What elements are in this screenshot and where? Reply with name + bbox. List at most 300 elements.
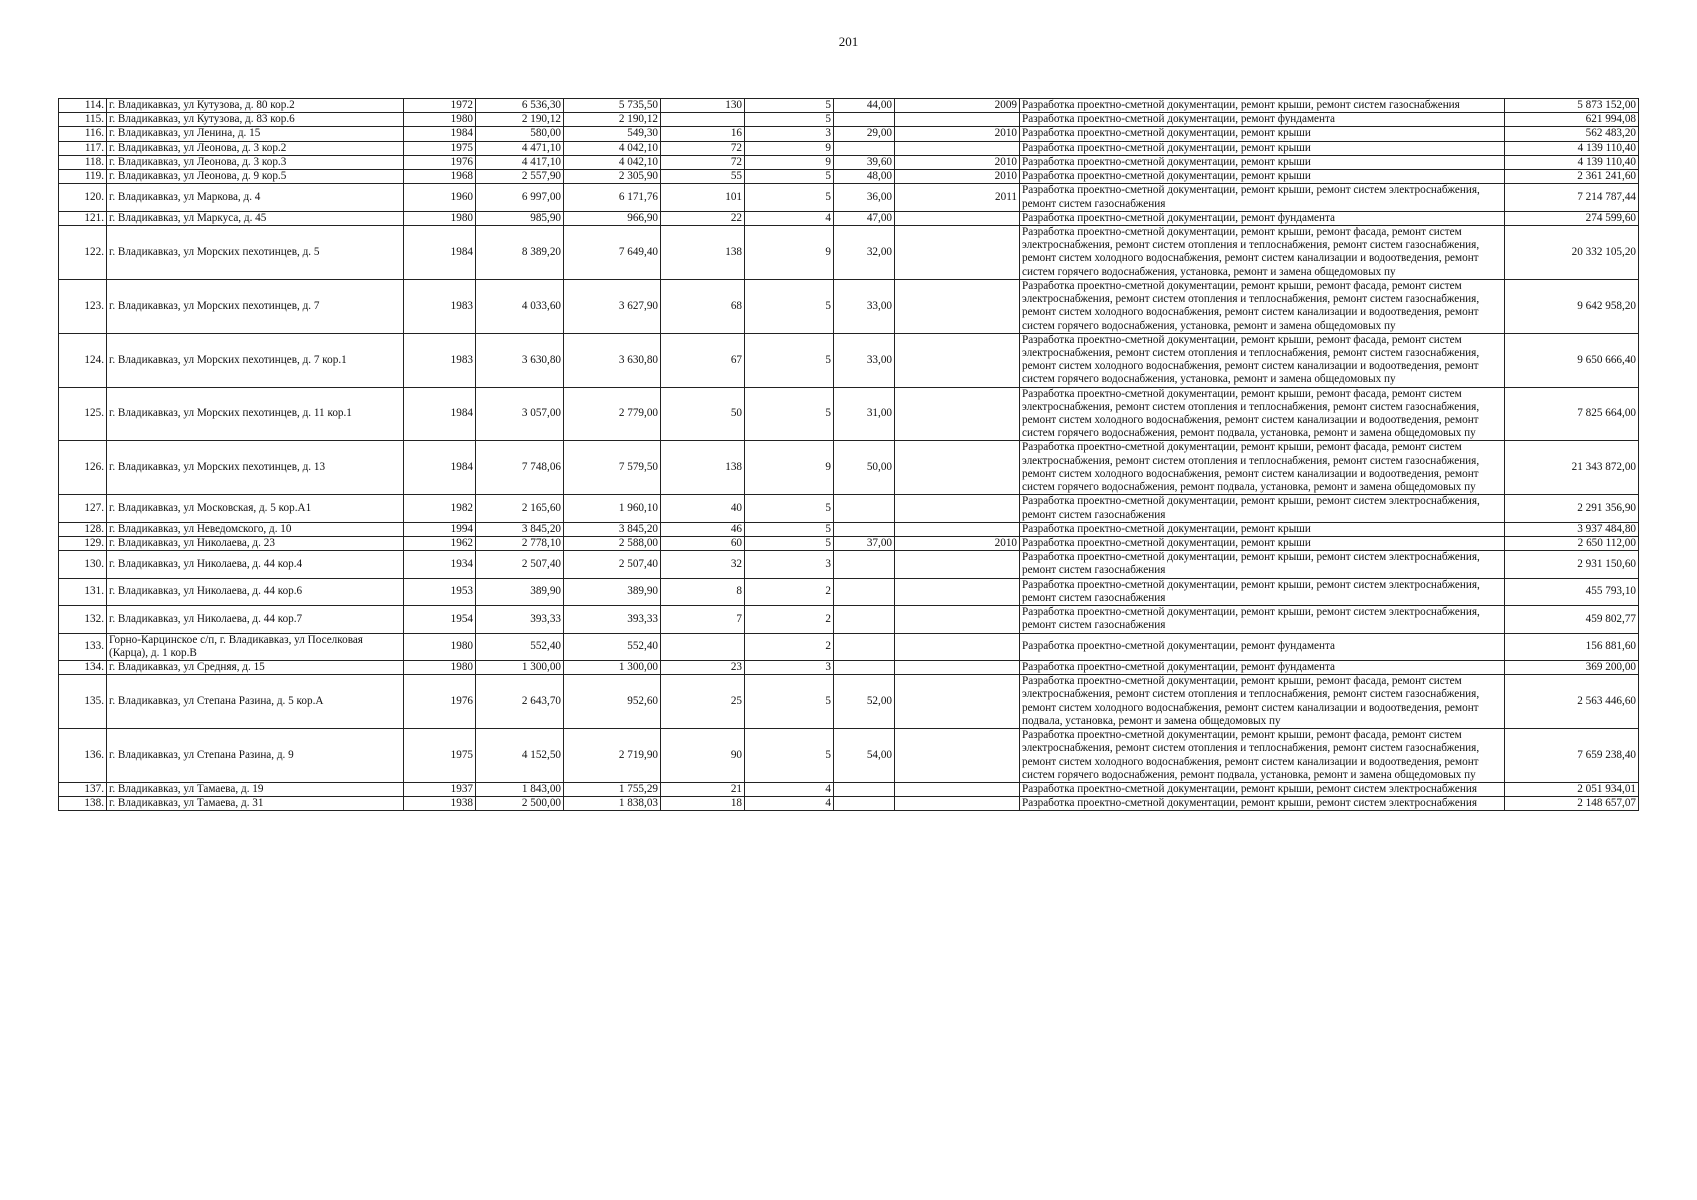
floors-cell: 4 (745, 211, 834, 225)
year-cell: 1976 (404, 155, 476, 169)
cost-cell: 562 483,20 (1505, 127, 1639, 141)
address-cell: г. Владикавказ, ул Николаева, д. 44 кор.4 (107, 551, 404, 578)
works-description-cell: Разработка проектно-сметной документации, ремонт крыши (1020, 141, 1505, 155)
year-cell: 1937 (404, 782, 476, 796)
total-area-cell: 2 778,10 (476, 537, 564, 551)
address-cell: г. Владикавказ, ул Леонова, д. 3 кор.3 (107, 155, 404, 169)
address-cell: г. Владикавказ, ул Неведомского, д. 10 (107, 522, 404, 536)
living-area-cell: 3 627,90 (564, 279, 661, 333)
floors-cell: 5 (745, 495, 834, 522)
living-area-cell: 5 735,50 (564, 99, 661, 113)
floors-cell: 5 (745, 387, 834, 441)
wear-percent-cell: 54,00 (834, 729, 895, 783)
address-cell: г. Владикавказ, ул Маркуса, д. 45 (107, 211, 404, 225)
last-repair-year-cell (895, 578, 1020, 605)
total-area-cell: 2 643,70 (476, 675, 564, 729)
row-number: 122. (59, 225, 107, 279)
floors-cell: 3 (745, 551, 834, 578)
last-repair-year-cell (895, 729, 1020, 783)
cost-cell: 621 994,08 (1505, 113, 1639, 127)
row-number: 126. (59, 441, 107, 495)
table-row (59, 127, 1639, 141)
floors-cell: 2 (745, 578, 834, 605)
table-row (59, 170, 1639, 184)
year-cell: 1980 (404, 660, 476, 674)
last-repair-year-cell: 2010 (895, 170, 1020, 184)
year-cell: 1934 (404, 551, 476, 578)
last-repair-year-cell (895, 633, 1020, 660)
address-cell: г. Владикавказ, ул Тамаева, д. 19 (107, 782, 404, 796)
cost-cell: 5 873 152,00 (1505, 99, 1639, 113)
living-area-cell: 3 630,80 (564, 333, 661, 387)
living-area-cell: 2 190,12 (564, 113, 661, 127)
works-description-cell: Разработка проектно-сметной документации, ремонт крыши (1020, 170, 1505, 184)
works-description-cell: Разработка проектно-сметной документации, ремонт фундамента (1020, 211, 1505, 225)
residents-cell: 67 (661, 333, 745, 387)
floors-cell: 4 (745, 797, 834, 811)
living-area-cell: 2 779,00 (564, 387, 661, 441)
last-repair-year-cell (895, 522, 1020, 536)
address-cell: г. Владикавказ, ул Николаева, д. 44 кор.6 (107, 578, 404, 605)
table-row (59, 729, 1639, 783)
row-number: 115. (59, 113, 107, 127)
registry-body (59, 99, 1639, 811)
floors-cell: 5 (745, 99, 834, 113)
living-area-cell: 389,90 (564, 578, 661, 605)
works-description-cell: Разработка проектно-сметной документации, ремонт крыши, ремонт фасада, ремонт систем электроснабжения, ремонт систем отопления и теплоснабжения, ремонт систем газоснабжения, ремонт систем холодного водоснабжения, ремонт систем канализации и водоотведения, ремонт подвала, установка, ремонт и замена общедомовых пу (1020, 675, 1505, 729)
works-description-cell: Разработка проектно-сметной документации, ремонт крыши, ремонт систем электроснабжения, ремонт систем газоснабжения (1020, 606, 1505, 633)
total-area-cell: 580,00 (476, 127, 564, 141)
total-area-cell: 6 997,00 (476, 184, 564, 211)
residents-cell: 46 (661, 522, 745, 536)
cost-cell: 7 659 238,40 (1505, 729, 1639, 783)
residents-cell: 55 (661, 170, 745, 184)
last-repair-year-cell (895, 279, 1020, 333)
works-description-cell: Разработка проектно-сметной документации, ремонт крыши, ремонт систем газоснабжения (1020, 99, 1505, 113)
total-area-cell: 2 500,00 (476, 797, 564, 811)
cost-cell: 455 793,10 (1505, 578, 1639, 605)
total-area-cell: 985,90 (476, 211, 564, 225)
last-repair-year-cell (895, 333, 1020, 387)
total-area-cell: 6 536,30 (476, 99, 564, 113)
residents-cell: 23 (661, 660, 745, 674)
last-repair-year-cell: 2010 (895, 127, 1020, 141)
year-cell: 1982 (404, 495, 476, 522)
year-cell: 1972 (404, 99, 476, 113)
last-repair-year-cell: 2011 (895, 184, 1020, 211)
table-row (59, 522, 1639, 536)
floors-cell: 5 (745, 333, 834, 387)
cost-cell: 2 051 934,01 (1505, 782, 1639, 796)
row-number: 129. (59, 537, 107, 551)
wear-percent-cell: 48,00 (834, 170, 895, 184)
works-description-cell: Разработка проектно-сметной документации, ремонт крыши, ремонт систем электроснабжения, ремонт систем газоснабжения (1020, 551, 1505, 578)
year-cell: 1980 (404, 113, 476, 127)
works-description-cell: Разработка проектно-сметной документации, ремонт крыши, ремонт фасада, ремонт систем электроснабжения, ремонт систем отопления и теплоснабжения, ремонт систем газоснабжения, ремонт систем холодного водоснабжения, ремонт систем канализации и водоотведения, ремонт систем горячего водоснабжения, ремонт подвала, установка, ремонт и замена общедомовых пу (1020, 441, 1505, 495)
cost-cell: 2 931 150,60 (1505, 551, 1639, 578)
last-repair-year-cell (895, 797, 1020, 811)
row-number: 128. (59, 522, 107, 536)
table-row (59, 782, 1639, 796)
wear-percent-cell (834, 660, 895, 674)
total-area-cell: 393,33 (476, 606, 564, 633)
living-area-cell: 393,33 (564, 606, 661, 633)
residents-cell: 16 (661, 127, 745, 141)
total-area-cell: 3 630,80 (476, 333, 564, 387)
cost-cell: 9 650 666,40 (1505, 333, 1639, 387)
floors-cell: 5 (745, 113, 834, 127)
works-description-cell: Разработка проектно-сметной документации, ремонт крыши, ремонт фасада, ремонт систем электроснабжения, ремонт систем отопления и теплоснабжения, ремонт систем газоснабжения, ремонт систем холодного водоснабжения, ремонт систем канализации и водоотведения, ремонт систем горячего водоснабжения, ремонт подвала, установка, ремонт и замена общедомовых пу (1020, 387, 1505, 441)
cost-cell: 20 332 105,20 (1505, 225, 1639, 279)
last-repair-year-cell: 2010 (895, 155, 1020, 169)
year-cell: 1984 (404, 441, 476, 495)
residents-cell: 18 (661, 797, 745, 811)
wear-percent-cell: 44,00 (834, 99, 895, 113)
address-cell: г. Владикавказ, ул Степана Разина, д. 5 кор.А (107, 675, 404, 729)
wear-percent-cell (834, 551, 895, 578)
year-cell: 1984 (404, 387, 476, 441)
last-repair-year-cell (895, 606, 1020, 633)
row-number: 123. (59, 279, 107, 333)
last-repair-year-cell (895, 441, 1020, 495)
floors-cell: 4 (745, 782, 834, 796)
residents-cell (661, 633, 745, 660)
residents-cell (661, 113, 745, 127)
total-area-cell: 389,90 (476, 578, 564, 605)
total-area-cell: 3 845,20 (476, 522, 564, 536)
year-cell: 1954 (404, 606, 476, 633)
residents-cell: 68 (661, 279, 745, 333)
works-description-cell: Разработка проектно-сметной документации, ремонт фундамента (1020, 113, 1505, 127)
living-area-cell: 4 042,10 (564, 141, 661, 155)
total-area-cell: 4 152,50 (476, 729, 564, 783)
wear-percent-cell: 33,00 (834, 279, 895, 333)
wear-percent-cell (834, 141, 895, 155)
address-cell: г. Владикавказ, ул Морских пехотинцев, д. 13 (107, 441, 404, 495)
row-number: 127. (59, 495, 107, 522)
works-description-cell: Разработка проектно-сметной документации, ремонт крыши, ремонт систем электроснабжения (1020, 797, 1505, 811)
row-number: 137. (59, 782, 107, 796)
row-number: 125. (59, 387, 107, 441)
living-area-cell: 1 960,10 (564, 495, 661, 522)
last-repair-year-cell: 2010 (895, 537, 1020, 551)
last-repair-year-cell (895, 660, 1020, 674)
row-number: 120. (59, 184, 107, 211)
floors-cell: 9 (745, 155, 834, 169)
wear-percent-cell (834, 606, 895, 633)
cost-cell: 2 361 241,60 (1505, 170, 1639, 184)
residents-cell: 138 (661, 225, 745, 279)
residents-cell: 60 (661, 537, 745, 551)
floors-cell: 5 (745, 522, 834, 536)
works-description-cell: Разработка проектно-сметной документации, ремонт крыши, ремонт систем электроснабжения, ремонт систем газоснабжения (1020, 184, 1505, 211)
last-repair-year-cell (895, 782, 1020, 796)
last-repair-year-cell (895, 495, 1020, 522)
floors-cell: 3 (745, 127, 834, 141)
works-description-cell: Разработка проектно-сметной документации, ремонт крыши, ремонт фасада, ремонт систем электроснабжения, ремонт систем отопления и теплоснабжения, ремонт систем газоснабжения, ремонт систем холодного водоснабжения, ремонт систем канализации и водоотведения, ремонт систем горячего водоснабжения, установка, ремонт и замена общедомовых пу (1020, 225, 1505, 279)
floors-cell: 5 (745, 279, 834, 333)
address-cell: г. Владикавказ, ул Степана Разина, д. 9 (107, 729, 404, 783)
address-cell: г. Владикавказ, ул Николаева, д. 23 (107, 537, 404, 551)
living-area-cell: 2 305,90 (564, 170, 661, 184)
residents-cell: 32 (661, 551, 745, 578)
living-area-cell: 552,40 (564, 633, 661, 660)
wear-percent-cell: 36,00 (834, 184, 895, 211)
table-row (59, 387, 1639, 441)
cost-cell: 2 563 446,60 (1505, 675, 1639, 729)
table-row (59, 211, 1639, 225)
wear-percent-cell: 47,00 (834, 211, 895, 225)
residents-cell: 90 (661, 729, 745, 783)
table-row (59, 141, 1639, 155)
table-row (59, 333, 1639, 387)
cost-cell: 9 642 958,20 (1505, 279, 1639, 333)
residents-cell: 130 (661, 99, 745, 113)
works-description-cell: Разработка проектно-сметной документации, ремонт крыши, ремонт фасада, ремонт систем электроснабжения, ремонт систем отопления и теплоснабжения, ремонт систем газоснабжения, ремонт систем холодного водоснабжения, ремонт систем канализации и водоотведения, ремонт систем горячего водоснабжения, установка, ремонт и замена общедомовых пу (1020, 333, 1505, 387)
table-row (59, 606, 1639, 633)
total-area-cell: 8 389,20 (476, 225, 564, 279)
registry-table (58, 98, 1639, 811)
residents-cell: 40 (661, 495, 745, 522)
floors-cell: 9 (745, 225, 834, 279)
cost-cell: 7 214 787,44 (1505, 184, 1639, 211)
wear-percent-cell (834, 578, 895, 605)
floors-cell: 5 (745, 537, 834, 551)
residents-cell: 101 (661, 184, 745, 211)
address-cell: г. Владикавказ, ул Маркова, д. 4 (107, 184, 404, 211)
address-cell: г. Владикавказ, ул Морских пехотинцев, д. 5 (107, 225, 404, 279)
row-number: 138. (59, 797, 107, 811)
last-repair-year-cell (895, 551, 1020, 578)
residents-cell: 8 (661, 578, 745, 605)
wear-percent-cell: 31,00 (834, 387, 895, 441)
address-cell: г. Владикавказ, ул Московская, д. 5 кор.А1 (107, 495, 404, 522)
living-area-cell: 2 588,00 (564, 537, 661, 551)
address-cell: г. Владикавказ, ул Ленина, д. 15 (107, 127, 404, 141)
living-area-cell: 1 755,29 (564, 782, 661, 796)
row-number: 136. (59, 729, 107, 783)
living-area-cell: 2 719,90 (564, 729, 661, 783)
living-area-cell: 966,90 (564, 211, 661, 225)
row-number: 119. (59, 170, 107, 184)
total-area-cell: 4 417,10 (476, 155, 564, 169)
last-repair-year-cell (895, 387, 1020, 441)
residents-cell: 138 (661, 441, 745, 495)
page-number: 201 (838, 34, 859, 49)
wear-percent-cell: 32,00 (834, 225, 895, 279)
address-cell: г. Владикавказ, ул Кутузова, д. 80 кор.2 (107, 99, 404, 113)
wear-percent-cell (834, 113, 895, 127)
table-row (59, 225, 1639, 279)
year-cell: 1980 (404, 211, 476, 225)
table-row (59, 99, 1639, 113)
wear-percent-cell: 37,00 (834, 537, 895, 551)
living-area-cell: 952,60 (564, 675, 661, 729)
year-cell: 1975 (404, 729, 476, 783)
works-description-cell: Разработка проектно-сметной документации, ремонт крыши, ремонт систем электроснабжения, ремонт систем газоснабжения (1020, 495, 1505, 522)
floors-cell: 9 (745, 141, 834, 155)
total-area-cell: 1 300,00 (476, 660, 564, 674)
floors-cell: 5 (745, 675, 834, 729)
address-cell: г. Владикавказ, ул Тамаева, д. 31 (107, 797, 404, 811)
works-description-cell: Разработка проектно-сметной документации, ремонт крыши, ремонт систем электроснабжения (1020, 782, 1505, 796)
row-number: 135. (59, 675, 107, 729)
total-area-cell: 7 748,06 (476, 441, 564, 495)
wear-percent-cell (834, 495, 895, 522)
table-row (59, 675, 1639, 729)
residents-cell: 72 (661, 141, 745, 155)
address-cell: г. Владикавказ, ул Морских пехотинцев, д. 7 (107, 279, 404, 333)
cost-cell: 21 343 872,00 (1505, 441, 1639, 495)
cost-cell: 4 139 110,40 (1505, 155, 1639, 169)
address-cell: Горно-Карцинское с/п, г. Владикавказ, ул Поселковая (Карца), д. 1 кор.В (107, 633, 404, 660)
residents-cell: 22 (661, 211, 745, 225)
total-area-cell: 2 507,40 (476, 551, 564, 578)
table-row (59, 537, 1639, 551)
address-cell: г. Владикавказ, ул Кутузова, д. 83 кор.6 (107, 113, 404, 127)
works-description-cell: Разработка проектно-сметной документации, ремонт фундамента (1020, 660, 1505, 674)
wear-percent-cell: 33,00 (834, 333, 895, 387)
wear-percent-cell: 52,00 (834, 675, 895, 729)
year-cell: 1980 (404, 633, 476, 660)
floors-cell: 9 (745, 441, 834, 495)
residents-cell: 50 (661, 387, 745, 441)
works-description-cell: Разработка проектно-сметной документации, ремонт крыши (1020, 155, 1505, 169)
row-number: 114. (59, 99, 107, 113)
total-area-cell: 4 471,10 (476, 141, 564, 155)
living-area-cell: 1 838,03 (564, 797, 661, 811)
year-cell: 1984 (404, 127, 476, 141)
total-area-cell: 2 557,90 (476, 170, 564, 184)
wear-percent-cell (834, 797, 895, 811)
total-area-cell: 552,40 (476, 633, 564, 660)
cost-cell: 7 825 664,00 (1505, 387, 1639, 441)
residents-cell: 7 (661, 606, 745, 633)
row-number: 133. (59, 633, 107, 660)
floors-cell: 5 (745, 729, 834, 783)
row-number: 116. (59, 127, 107, 141)
floors-cell: 5 (745, 170, 834, 184)
table-row (59, 660, 1639, 674)
table-row (59, 797, 1639, 811)
residents-cell: 25 (661, 675, 745, 729)
address-cell: г. Владикавказ, ул Морских пехотинцев, д. 7 кор.1 (107, 333, 404, 387)
floors-cell: 5 (745, 184, 834, 211)
living-area-cell: 3 845,20 (564, 522, 661, 536)
total-area-cell: 1 843,00 (476, 782, 564, 796)
total-area-cell: 2 190,12 (476, 113, 564, 127)
last-repair-year-cell (895, 141, 1020, 155)
wear-percent-cell (834, 522, 895, 536)
last-repair-year-cell (895, 211, 1020, 225)
address-cell: г. Владикавказ, ул Морских пехотинцев, д. 11 кор.1 (107, 387, 404, 441)
cost-cell: 4 139 110,40 (1505, 141, 1639, 155)
wear-percent-cell: 29,00 (834, 127, 895, 141)
year-cell: 1968 (404, 170, 476, 184)
cost-cell: 2 291 356,90 (1505, 495, 1639, 522)
living-area-cell: 4 042,10 (564, 155, 661, 169)
living-area-cell: 2 507,40 (564, 551, 661, 578)
row-number: 124. (59, 333, 107, 387)
table-row (59, 155, 1639, 169)
last-repair-year-cell: 2009 (895, 99, 1020, 113)
last-repair-year-cell (895, 675, 1020, 729)
works-description-cell: Разработка проектно-сметной документации, ремонт крыши, ремонт фасада, ремонт систем электроснабжения, ремонт систем отопления и теплоснабжения, ремонт систем газоснабжения, ремонт систем холодного водоснабжения, ремонт систем канализации и водоотведения, ремонт систем горячего водоснабжения, ремонт подвала, установка, ремонт и замена общедомовых пу (1020, 729, 1505, 783)
cost-cell: 274 599,60 (1505, 211, 1639, 225)
year-cell: 1976 (404, 675, 476, 729)
living-area-cell: 6 171,76 (564, 184, 661, 211)
cost-cell: 2 650 112,00 (1505, 537, 1639, 551)
living-area-cell: 549,30 (564, 127, 661, 141)
year-cell: 1953 (404, 578, 476, 605)
year-cell: 1962 (404, 537, 476, 551)
works-description-cell: Разработка проектно-сметной документации, ремонт крыши, ремонт систем электроснабжения, ремонт систем газоснабжения (1020, 578, 1505, 605)
living-area-cell: 1 300,00 (564, 660, 661, 674)
cost-cell: 3 937 484,80 (1505, 522, 1639, 536)
address-cell: г. Владикавказ, ул Средняя, д. 15 (107, 660, 404, 674)
total-area-cell: 2 165,60 (476, 495, 564, 522)
floors-cell: 3 (745, 660, 834, 674)
table-row (59, 551, 1639, 578)
residents-cell: 72 (661, 155, 745, 169)
works-description-cell: Разработка проектно-сметной документации, ремонт фундамента (1020, 633, 1505, 660)
row-number: 132. (59, 606, 107, 633)
cost-cell: 2 148 657,07 (1505, 797, 1639, 811)
table-row (59, 495, 1639, 522)
wear-percent-cell: 39,60 (834, 155, 895, 169)
total-area-cell: 4 033,60 (476, 279, 564, 333)
table-row (59, 113, 1639, 127)
year-cell: 1983 (404, 333, 476, 387)
row-number: 134. (59, 660, 107, 674)
table-row (59, 578, 1639, 605)
year-cell: 1984 (404, 225, 476, 279)
cost-cell: 459 802,77 (1505, 606, 1639, 633)
row-number: 121. (59, 211, 107, 225)
cost-cell: 369 200,00 (1505, 660, 1639, 674)
table-row (59, 184, 1639, 211)
total-area-cell: 3 057,00 (476, 387, 564, 441)
address-cell: г. Владикавказ, ул Леонова, д. 9 кор.5 (107, 170, 404, 184)
row-number: 117. (59, 141, 107, 155)
row-number: 118. (59, 155, 107, 169)
wear-percent-cell (834, 633, 895, 660)
year-cell: 1983 (404, 279, 476, 333)
year-cell: 1938 (404, 797, 476, 811)
last-repair-year-cell (895, 225, 1020, 279)
works-description-cell: Разработка проектно-сметной документации, ремонт крыши (1020, 522, 1505, 536)
works-description-cell: Разработка проектно-сметной документации, ремонт крыши (1020, 537, 1505, 551)
living-area-cell: 7 649,40 (564, 225, 661, 279)
address-cell: г. Владикавказ, ул Леонова, д. 3 кор.2 (107, 141, 404, 155)
residents-cell: 21 (661, 782, 745, 796)
table-row (59, 279, 1639, 333)
floors-cell: 2 (745, 606, 834, 633)
works-description-cell: Разработка проектно-сметной документации, ремонт крыши, ремонт фасада, ремонт систем электроснабжения, ремонт систем отопления и теплоснабжения, ремонт систем газоснабжения, ремонт систем холодного водоснабжения, ремонт систем канализации и водоотведения, ремонт систем горячего водоснабжения, установка, ремонт и замена общедомовых пу (1020, 279, 1505, 333)
row-number: 130. (59, 551, 107, 578)
address-cell: г. Владикавказ, ул Николаева, д. 44 кор.7 (107, 606, 404, 633)
works-description-cell: Разработка проектно-сметной документации, ремонт крыши (1020, 127, 1505, 141)
wear-percent-cell (834, 782, 895, 796)
cost-cell: 156 881,60 (1505, 633, 1639, 660)
wear-percent-cell: 50,00 (834, 441, 895, 495)
table-row (59, 441, 1639, 495)
living-area-cell: 7 579,50 (564, 441, 661, 495)
floors-cell: 2 (745, 633, 834, 660)
year-cell: 1975 (404, 141, 476, 155)
table-row (59, 633, 1639, 660)
last-repair-year-cell (895, 113, 1020, 127)
